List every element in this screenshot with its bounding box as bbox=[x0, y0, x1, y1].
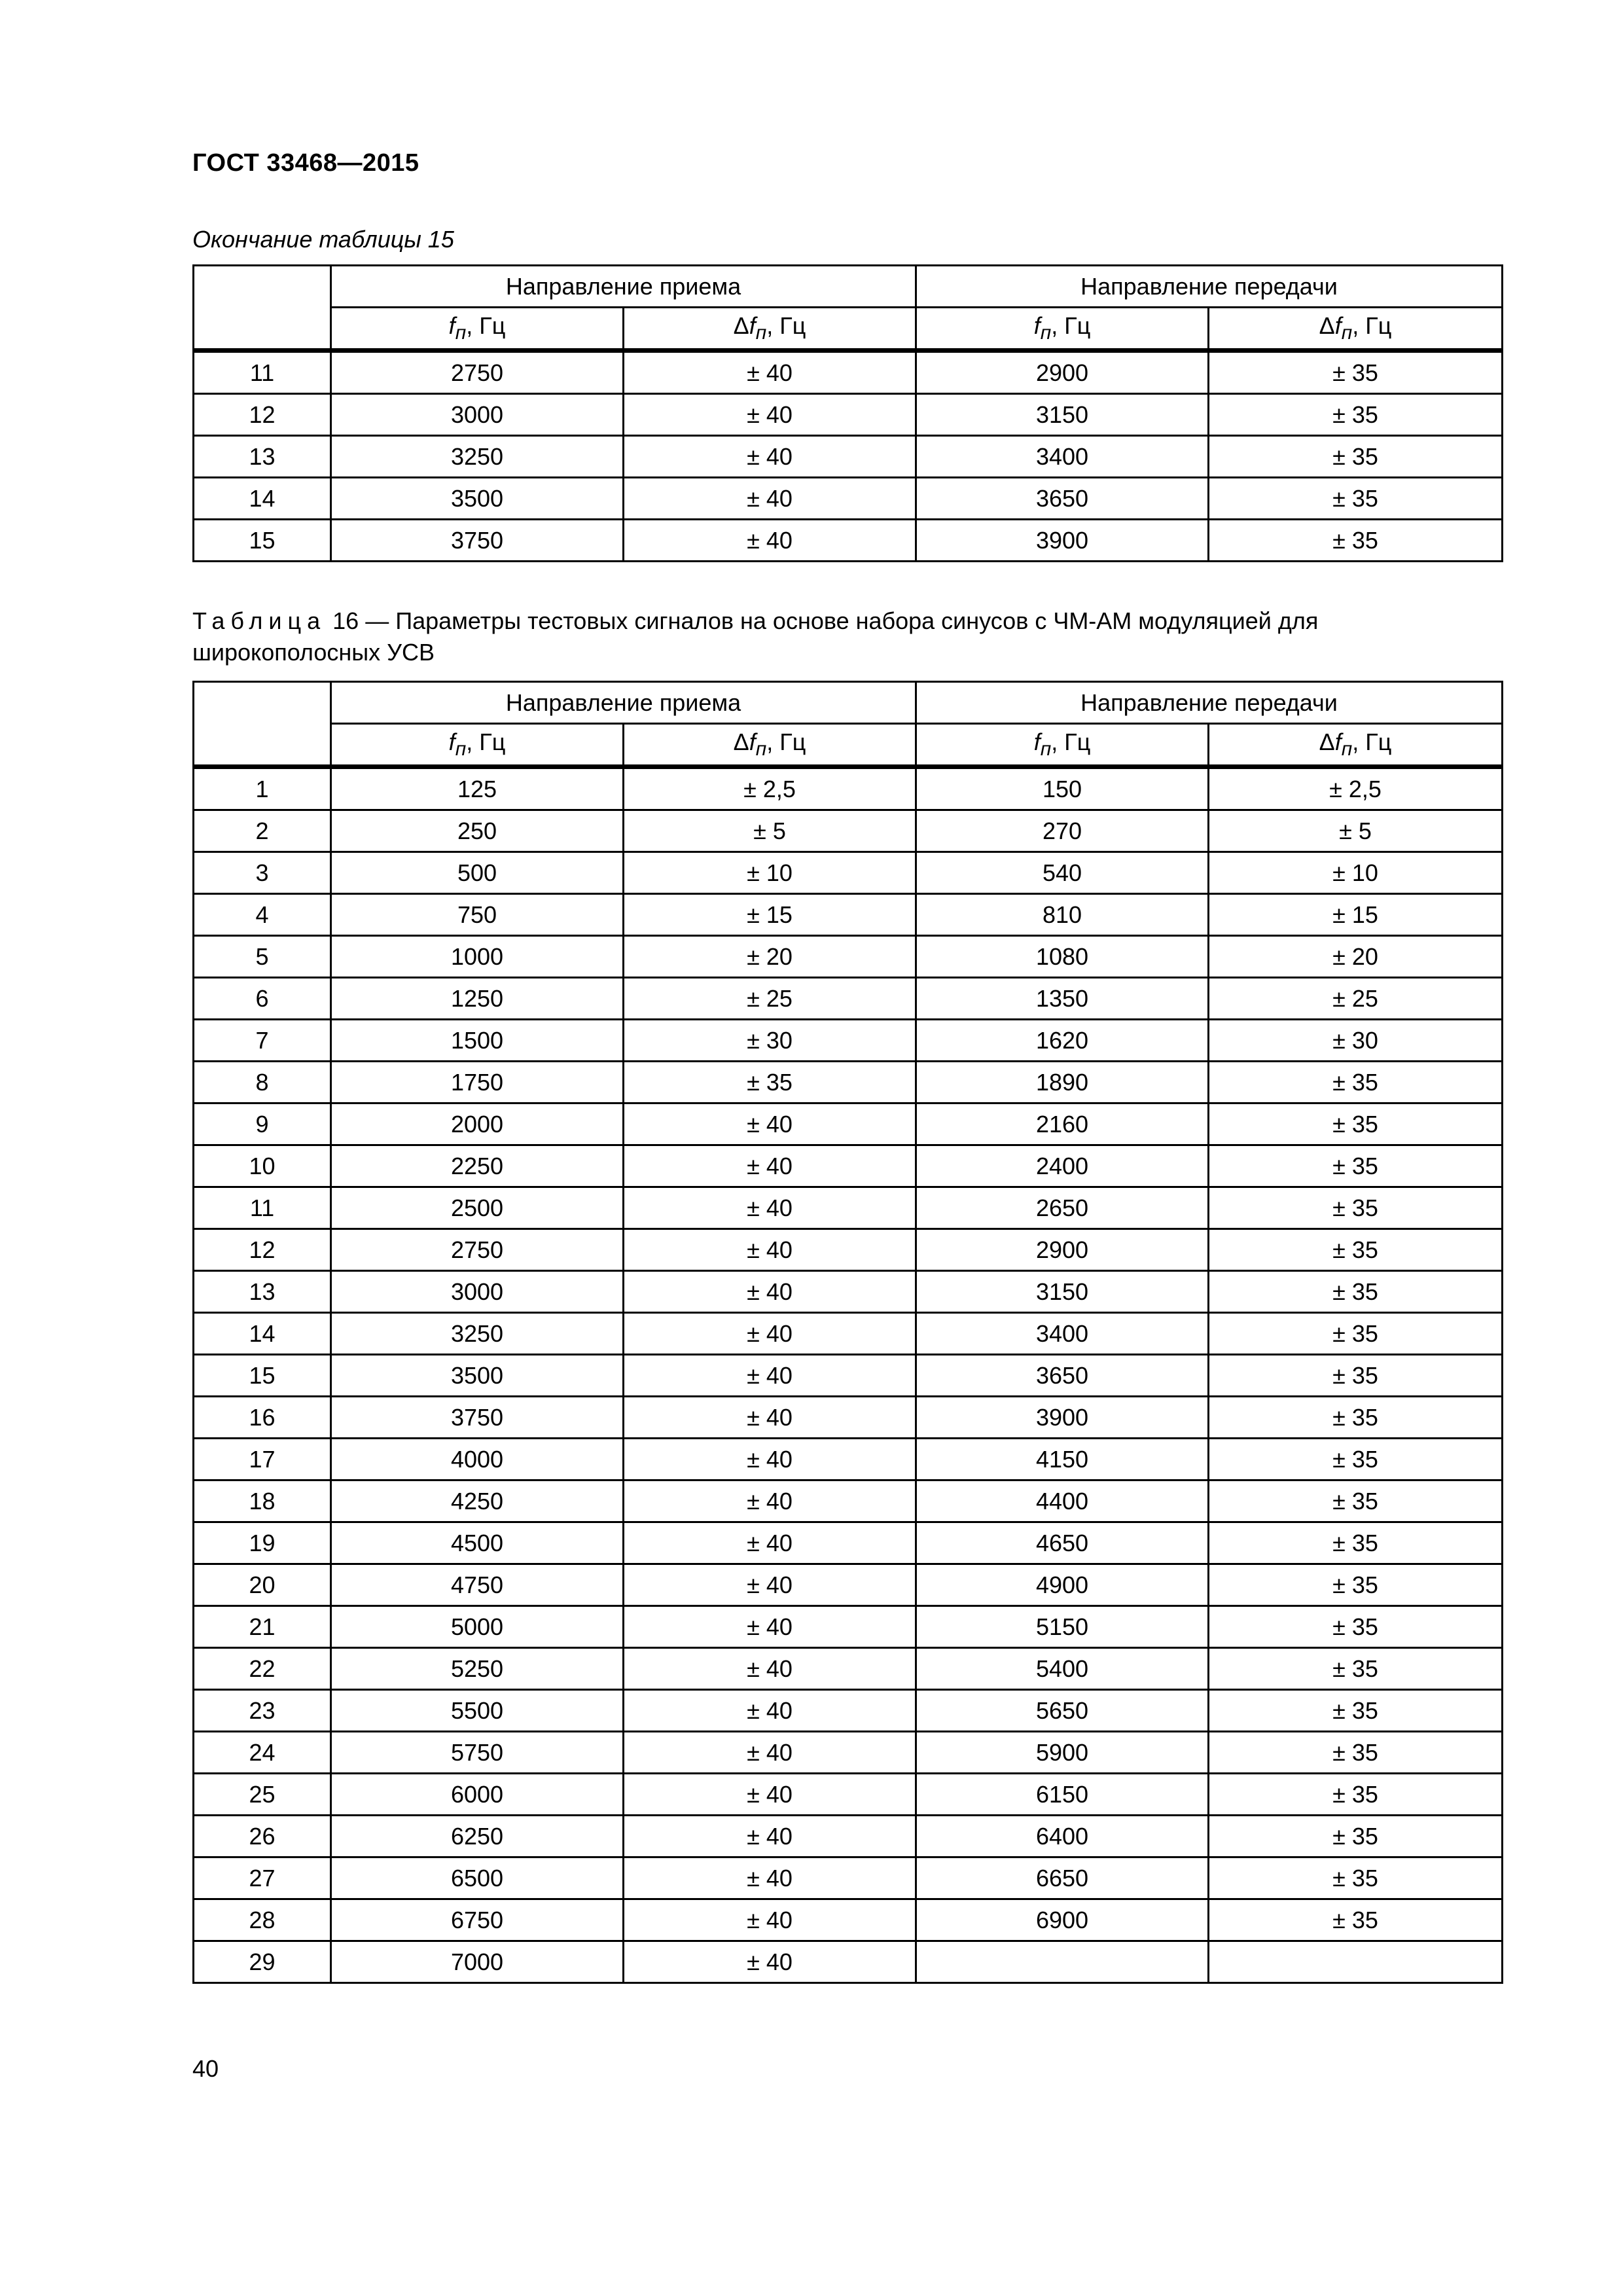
table-cell: ± 35 bbox=[1209, 1816, 1503, 1857]
table-cell: ± 35 bbox=[1209, 1313, 1503, 1355]
table-cell: ± 40 bbox=[624, 1899, 916, 1941]
table-cell: 15 bbox=[194, 520, 331, 562]
table-row bbox=[194, 894, 1503, 936]
table-row bbox=[194, 1816, 1503, 1857]
table-cell: ± 5 bbox=[1209, 810, 1503, 852]
table-cell: 1000 bbox=[331, 936, 624, 978]
table-row bbox=[194, 1941, 1503, 1983]
table-cell: 125 bbox=[331, 767, 624, 810]
table-cell: ± 40 bbox=[624, 1355, 916, 1397]
table-cell: 2400 bbox=[916, 1145, 1209, 1187]
table-cell: 2 bbox=[194, 810, 331, 852]
table-cell: 25 bbox=[194, 1774, 331, 1816]
table-cell: 3 bbox=[194, 852, 331, 894]
table-cell: 1890 bbox=[916, 1062, 1209, 1103]
subheader-delta-fn: $\Delta f_п$, Гц bbox=[624, 724, 916, 767]
table-cell: ± 40 bbox=[624, 1229, 916, 1271]
subheader-delta-fn: $\Delta f_п$, Гц bbox=[1209, 308, 1503, 351]
table-cell bbox=[916, 1941, 1209, 1983]
table-cell: 5750 bbox=[331, 1732, 624, 1774]
table-row bbox=[194, 1774, 1503, 1816]
table-cell: ± 35 bbox=[1209, 436, 1503, 478]
table-cell: ± 40 bbox=[624, 1480, 916, 1522]
table-cell: 2500 bbox=[331, 1187, 624, 1229]
subheader-fn: $f_п$, Гц bbox=[331, 308, 624, 351]
table-row bbox=[194, 1103, 1503, 1145]
table-cell: ± 25 bbox=[1209, 978, 1503, 1020]
table-cell: ± 5 bbox=[624, 810, 916, 852]
table-row bbox=[194, 1020, 1503, 1062]
table-cell: 10 bbox=[194, 1145, 331, 1187]
table-row bbox=[194, 852, 1503, 894]
table-row bbox=[194, 1313, 1503, 1355]
table-cell: 1620 bbox=[916, 1020, 1209, 1062]
table-cell: 4250 bbox=[331, 1480, 624, 1522]
table-row bbox=[194, 478, 1503, 520]
table-row bbox=[194, 810, 1503, 852]
table-cell: 3400 bbox=[916, 436, 1209, 478]
table-cell: 20 bbox=[194, 1564, 331, 1606]
table-cell: ± 35 bbox=[1209, 1439, 1503, 1480]
table-row bbox=[194, 1899, 1503, 1941]
table-15-continuation-caption: Окончание таблицы 15 bbox=[192, 226, 454, 253]
table-cell: 2250 bbox=[331, 1145, 624, 1187]
table-cell: ± 40 bbox=[624, 1271, 916, 1313]
table-cell: ± 40 bbox=[624, 436, 916, 478]
table-cell: 21 bbox=[194, 1606, 331, 1648]
table-cell: 29 bbox=[194, 1941, 331, 1983]
table-row bbox=[194, 1271, 1503, 1313]
table-cell: 3900 bbox=[916, 520, 1209, 562]
table-cell: ± 20 bbox=[624, 936, 916, 978]
group-header-receive: Направление приема bbox=[331, 266, 916, 308]
table-cell: 6400 bbox=[916, 1816, 1209, 1857]
table-cell: ± 35 bbox=[1209, 1564, 1503, 1606]
table-cell: ± 40 bbox=[624, 1857, 916, 1899]
table-cell: 26 bbox=[194, 1816, 331, 1857]
table-row bbox=[194, 1857, 1503, 1899]
table-cell: 2900 bbox=[916, 351, 1209, 394]
table-cell: 6250 bbox=[331, 1816, 624, 1857]
table-cell: ± 35 bbox=[1209, 1606, 1503, 1648]
table-cell: 15 bbox=[194, 1355, 331, 1397]
table-cell: ± 35 bbox=[1209, 1480, 1503, 1522]
table-cell: 12 bbox=[194, 1229, 331, 1271]
table-cell: 3500 bbox=[331, 1355, 624, 1397]
table-cell: 23 bbox=[194, 1690, 331, 1732]
table-cell: ± 35 bbox=[1209, 1145, 1503, 1187]
table-cell: ± 40 bbox=[624, 1732, 916, 1774]
table-cell: 3750 bbox=[331, 1397, 624, 1439]
table-cell: ± 35 bbox=[1209, 1271, 1503, 1313]
table-cell: 5650 bbox=[916, 1690, 1209, 1732]
table-row bbox=[194, 1355, 1503, 1397]
table-row bbox=[194, 351, 1503, 394]
table-cell: ± 35 bbox=[1209, 1899, 1503, 1941]
table-cell: ± 40 bbox=[624, 1606, 916, 1648]
subheader-delta-fn: $\Delta f_п$, Гц bbox=[1209, 724, 1503, 767]
table-cell: 19 bbox=[194, 1522, 331, 1564]
table-cell: ± 40 bbox=[624, 1145, 916, 1187]
subheader-fn: $f_п$, Гц bbox=[331, 724, 624, 767]
table-cell: 5150 bbox=[916, 1606, 1209, 1648]
table-cell: 150 bbox=[916, 767, 1209, 810]
table-row bbox=[194, 1062, 1503, 1103]
table-cell: 5250 bbox=[331, 1648, 624, 1690]
table-cell: 13 bbox=[194, 1271, 331, 1313]
table-row bbox=[194, 1397, 1503, 1439]
table-cell: 270 bbox=[916, 810, 1209, 852]
table-cell: 1250 bbox=[331, 978, 624, 1020]
table-row bbox=[194, 436, 1503, 478]
table-cell: 6650 bbox=[916, 1857, 1209, 1899]
table-cell: ± 35 bbox=[1209, 1690, 1503, 1732]
table-cell: 7000 bbox=[331, 1941, 624, 1983]
table-cell: ± 40 bbox=[624, 478, 916, 520]
table-cell: 11 bbox=[194, 351, 331, 394]
table-row bbox=[194, 1522, 1503, 1564]
table-cell: 3750 bbox=[331, 520, 624, 562]
table-cell: ± 30 bbox=[624, 1020, 916, 1062]
table-cell: 5400 bbox=[916, 1648, 1209, 1690]
table-cell: 5500 bbox=[331, 1690, 624, 1732]
table-cell: ± 35 bbox=[1209, 1522, 1503, 1564]
table-cell: ± 15 bbox=[1209, 894, 1503, 936]
table-cell: 250 bbox=[331, 810, 624, 852]
table-cell: 3400 bbox=[916, 1313, 1209, 1355]
subheader-delta-fn: $\Delta f_п$, Гц bbox=[624, 308, 916, 351]
table-16-caption bbox=[192, 605, 1501, 668]
table-cell: ± 35 bbox=[1209, 1732, 1503, 1774]
table-row bbox=[194, 978, 1503, 1020]
table-cell: ± 40 bbox=[624, 1439, 916, 1480]
table-cell: 6150 bbox=[916, 1774, 1209, 1816]
table-cell: ± 40 bbox=[624, 351, 916, 394]
table-row bbox=[194, 1606, 1503, 1648]
table-cell: 13 bbox=[194, 436, 331, 478]
table-cell: ± 30 bbox=[1209, 1020, 1503, 1062]
table-cell: 1080 bbox=[916, 936, 1209, 978]
table-cell: 14 bbox=[194, 478, 331, 520]
table-row bbox=[194, 936, 1503, 978]
table-cell: ± 35 bbox=[1209, 1355, 1503, 1397]
table-cell: 14 bbox=[194, 1313, 331, 1355]
table-16-body bbox=[194, 682, 1503, 1983]
table-cell: 1350 bbox=[916, 978, 1209, 1020]
table-cell: 6750 bbox=[331, 1899, 624, 1941]
table-cell: 11 bbox=[194, 1187, 331, 1229]
table-row bbox=[194, 1187, 1503, 1229]
table-cell: ± 35 bbox=[1209, 394, 1503, 436]
table-cell: 2900 bbox=[916, 1229, 1209, 1271]
table-cell: ± 40 bbox=[624, 1816, 916, 1857]
table-cell: 6900 bbox=[916, 1899, 1209, 1941]
table-cell: 4650 bbox=[916, 1522, 1209, 1564]
table-cell: 5 bbox=[194, 936, 331, 978]
table-row bbox=[194, 1439, 1503, 1480]
table-header-row bbox=[194, 266, 1503, 308]
table-cell: 5900 bbox=[916, 1732, 1209, 1774]
table-row bbox=[194, 1564, 1503, 1606]
group-header-transmit: Направление передачи bbox=[916, 266, 1503, 308]
table-16 bbox=[192, 681, 1503, 1984]
table-cell: 2650 bbox=[916, 1187, 1209, 1229]
table-row bbox=[194, 1145, 1503, 1187]
table-cell: ± 40 bbox=[624, 1313, 916, 1355]
table-cell: ± 15 bbox=[624, 894, 916, 936]
table-cell: ± 35 bbox=[624, 1062, 916, 1103]
table-cell: ± 25 bbox=[624, 978, 916, 1020]
table-cell: 3650 bbox=[916, 478, 1209, 520]
table-row bbox=[194, 1480, 1503, 1522]
table-cell: 4900 bbox=[916, 1564, 1209, 1606]
table-cell: ± 40 bbox=[624, 1187, 916, 1229]
table-cell: ± 2,5 bbox=[1209, 767, 1503, 810]
table-16-caption-label: Таблица bbox=[192, 607, 327, 634]
table-cell: 22 bbox=[194, 1648, 331, 1690]
table-cell: ± 40 bbox=[624, 1397, 916, 1439]
table-cell: ± 40 bbox=[624, 394, 916, 436]
table-subheader-row bbox=[194, 724, 1503, 767]
group-header-transmit: Направление передачи bbox=[916, 682, 1503, 724]
document-code: ГОСТ 33468—2015 bbox=[192, 149, 419, 177]
table-cell: 24 bbox=[194, 1732, 331, 1774]
table-row bbox=[194, 520, 1503, 562]
table-cell: 3000 bbox=[331, 1271, 624, 1313]
table-cell: 8 bbox=[194, 1062, 331, 1103]
table-cell: 3650 bbox=[916, 1355, 1209, 1397]
table-cell: ± 2,5 bbox=[624, 767, 916, 810]
table-cell: ± 35 bbox=[1209, 1103, 1503, 1145]
table-cell: 6 bbox=[194, 978, 331, 1020]
table-row bbox=[194, 1690, 1503, 1732]
table-cell: ± 40 bbox=[624, 1690, 916, 1732]
table-15-body bbox=[194, 266, 1503, 562]
table-cell: ± 20 bbox=[1209, 936, 1503, 978]
table-row bbox=[194, 767, 1503, 810]
table-row bbox=[194, 1732, 1503, 1774]
row-number-header bbox=[194, 266, 331, 351]
table-cell: 28 bbox=[194, 1899, 331, 1941]
table-15 bbox=[192, 264, 1503, 562]
row-number-header bbox=[194, 682, 331, 767]
table-cell: 9 bbox=[194, 1103, 331, 1145]
table-cell: ± 35 bbox=[1209, 1857, 1503, 1899]
table-cell: ± 35 bbox=[1209, 1062, 1503, 1103]
table-cell: ± 35 bbox=[1209, 478, 1503, 520]
table-cell: 3250 bbox=[331, 436, 624, 478]
table-cell: 3150 bbox=[916, 394, 1209, 436]
table-cell: 6500 bbox=[331, 1857, 624, 1899]
table-cell: ± 40 bbox=[624, 1941, 916, 1983]
table-cell: ± 35 bbox=[1209, 1187, 1503, 1229]
table-cell: 27 bbox=[194, 1857, 331, 1899]
table-cell: 4400 bbox=[916, 1480, 1209, 1522]
table-row bbox=[194, 1229, 1503, 1271]
page-number: 40 bbox=[192, 2055, 219, 2082]
table-16-caption-text: 16 — Параметры тестовых сигналов на основе набора синусов с ЧМ-АМ модуляцией для широкополосных УСВ bbox=[192, 607, 1319, 666]
table-cell: 12 bbox=[194, 394, 331, 436]
table-cell: ± 40 bbox=[624, 1522, 916, 1564]
table-cell: 5000 bbox=[331, 1606, 624, 1648]
table-cell: ± 10 bbox=[1209, 852, 1503, 894]
table-cell: ± 35 bbox=[1209, 1397, 1503, 1439]
subheader-fn: $f_п$, Гц bbox=[916, 308, 1209, 351]
table-cell: 1500 bbox=[331, 1020, 624, 1062]
table-cell: ± 40 bbox=[624, 1648, 916, 1690]
table-cell: 6000 bbox=[331, 1774, 624, 1816]
table-cell: 2750 bbox=[331, 351, 624, 394]
table-cell: 3500 bbox=[331, 478, 624, 520]
table-subheader-row bbox=[194, 308, 1503, 351]
table-cell: 810 bbox=[916, 894, 1209, 936]
subheader-fn: $f_п$, Гц bbox=[916, 724, 1209, 767]
table-cell: 2750 bbox=[331, 1229, 624, 1271]
table-cell: ± 40 bbox=[624, 520, 916, 562]
table-row bbox=[194, 1648, 1503, 1690]
table-cell: 3150 bbox=[916, 1271, 1209, 1313]
table-cell: 16 bbox=[194, 1397, 331, 1439]
table-cell: ± 35 bbox=[1209, 1774, 1503, 1816]
table-cell: 3000 bbox=[331, 394, 624, 436]
table-cell: 4500 bbox=[331, 1522, 624, 1564]
table-cell: 2160 bbox=[916, 1103, 1209, 1145]
table-cell: ± 35 bbox=[1209, 1648, 1503, 1690]
table-cell: 750 bbox=[331, 894, 624, 936]
table-cell: 3250 bbox=[331, 1313, 624, 1355]
table-cell: ± 35 bbox=[1209, 351, 1503, 394]
table-cell: ± 35 bbox=[1209, 520, 1503, 562]
table-cell: 4 bbox=[194, 894, 331, 936]
table-cell: 2000 bbox=[331, 1103, 624, 1145]
table-cell: 17 bbox=[194, 1439, 331, 1480]
table-cell: 500 bbox=[331, 852, 624, 894]
table-cell: 1 bbox=[194, 767, 331, 810]
table-cell: 4750 bbox=[331, 1564, 624, 1606]
table-row bbox=[194, 394, 1503, 436]
table-cell: ± 35 bbox=[1209, 1229, 1503, 1271]
table-cell: 4150 bbox=[916, 1439, 1209, 1480]
table-cell: ± 40 bbox=[624, 1103, 916, 1145]
table-cell bbox=[1209, 1941, 1503, 1983]
table-cell: 540 bbox=[916, 852, 1209, 894]
group-header-receive: Направление приема bbox=[331, 682, 916, 724]
table-cell: ± 40 bbox=[624, 1774, 916, 1816]
table-cell: 3900 bbox=[916, 1397, 1209, 1439]
table-cell: ± 10 bbox=[624, 852, 916, 894]
table-cell: 4000 bbox=[331, 1439, 624, 1480]
table-cell: 18 bbox=[194, 1480, 331, 1522]
table-cell: 1750 bbox=[331, 1062, 624, 1103]
table-cell: ± 40 bbox=[624, 1564, 916, 1606]
table-header-row bbox=[194, 682, 1503, 724]
table-cell: 7 bbox=[194, 1020, 331, 1062]
